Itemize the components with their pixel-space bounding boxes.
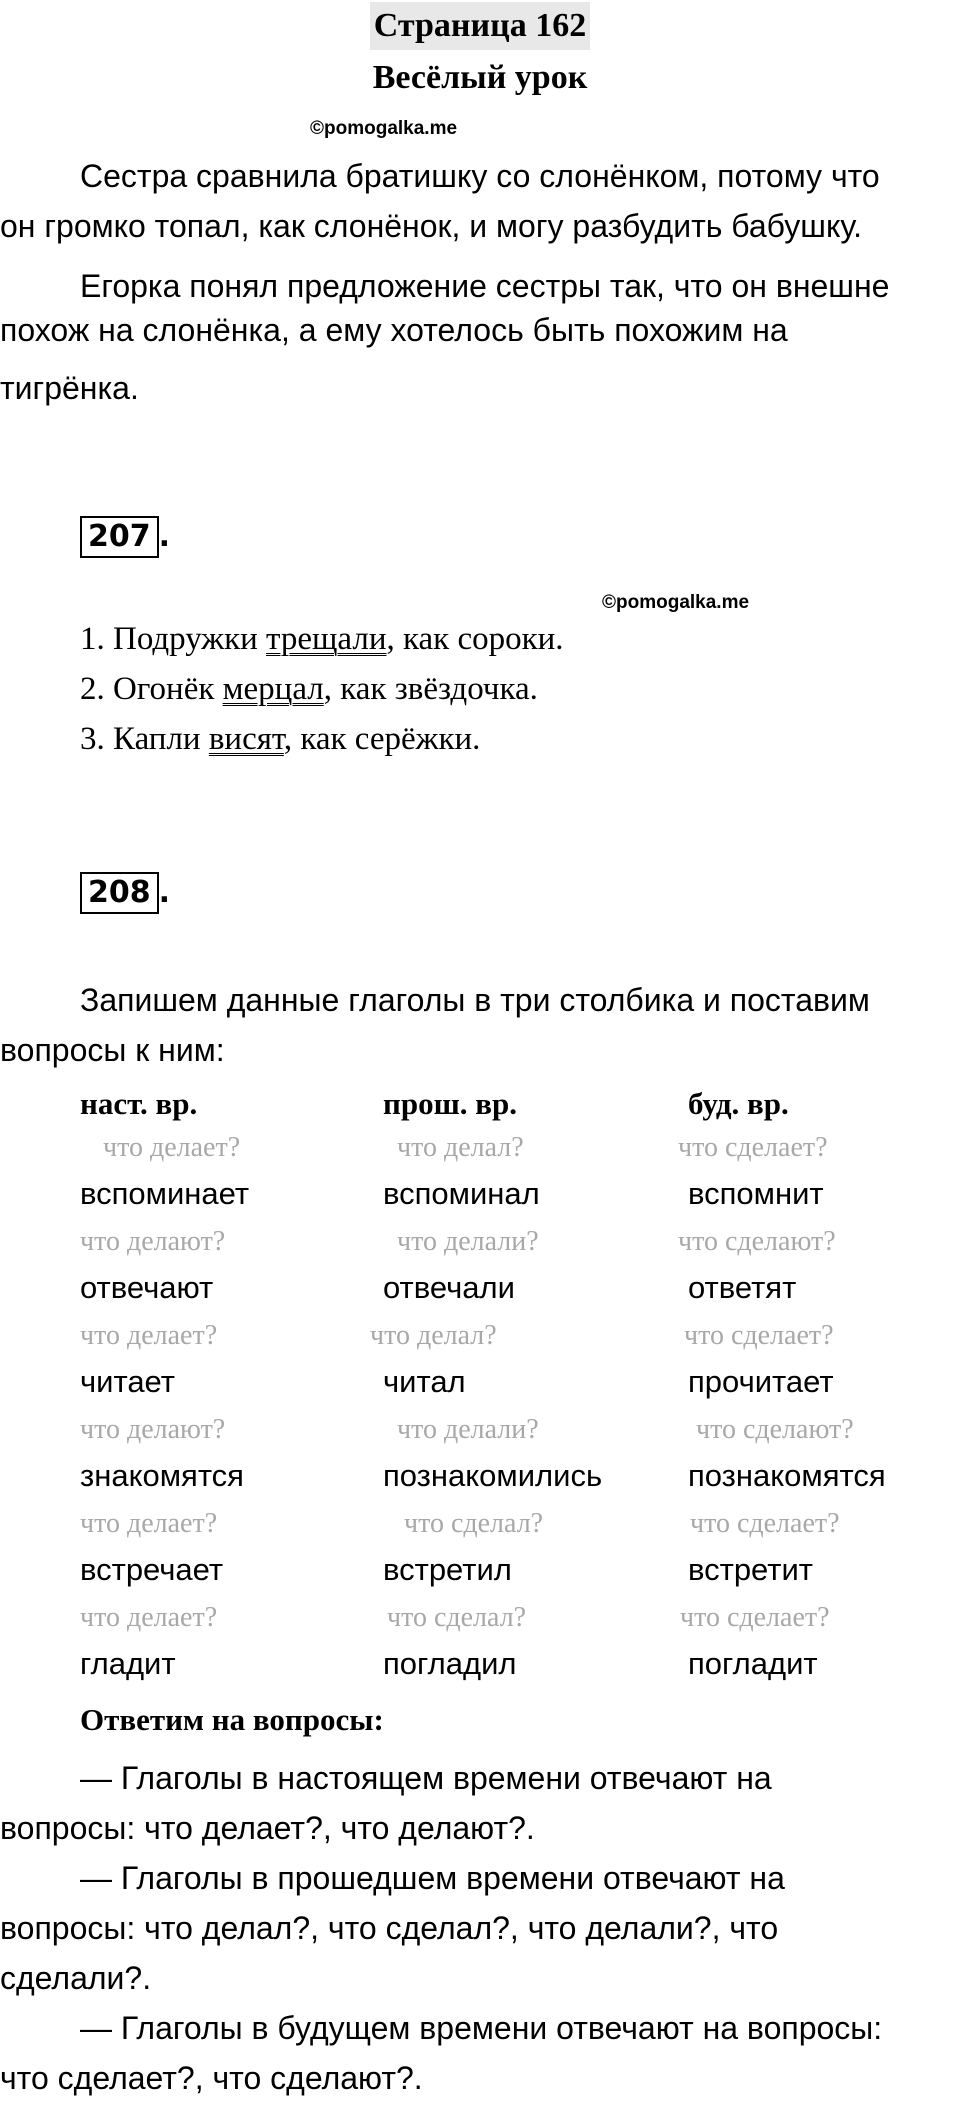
column-header-present: наст. вр. — [80, 1086, 198, 1121]
page-title: Страница 162 — [0, 2, 960, 50]
intro-line: он громко топал, как слонёнок, и могу разбудить бабушку. — [0, 208, 863, 244]
verb-future: ответят — [688, 1270, 797, 1305]
verb-future: вспомнит — [688, 1176, 824, 1211]
question-hint: что сделают? — [696, 1414, 854, 1445]
verb-present: знакомятся — [80, 1458, 244, 1493]
verb-future: погладит — [688, 1646, 818, 1681]
verb-present: встречает — [80, 1552, 224, 1587]
exercise-207-item-2: 2. Огонёк мерцал, как звёздочка. — [80, 671, 538, 707]
question-hint: что делали? — [397, 1226, 539, 1257]
question-hint: что делает? — [80, 1602, 218, 1633]
question-hint: что делает? — [80, 1508, 218, 1539]
answer-line: вопросы: что делает?, что делают?. — [0, 1810, 535, 1846]
exercise-207-item-3: 3. Капли висят, как серёжки. — [80, 721, 481, 757]
question-hint: что сделает? — [690, 1508, 840, 1539]
answer-line: — Глаголы в прошедшем времени отвечают на — [80, 1860, 785, 1896]
verb-future: познакомятся — [688, 1458, 886, 1493]
verb-present: гладит — [80, 1646, 176, 1681]
predicate-underlined: мерцал — [222, 671, 324, 707]
predicate-underlined: трещали — [266, 621, 387, 657]
question-hint: что делают? — [80, 1414, 226, 1445]
answer-line: что сделает?, что сделают?. — [0, 2060, 423, 2096]
exercise-208-intro: вопросы к ним: — [0, 1032, 225, 1068]
watermark: ©pomogalka.me — [602, 592, 750, 613]
page-subtitle: Весёлый урок — [372, 59, 588, 96]
question-hint: что сделают? — [678, 1226, 836, 1257]
answer-line: сделали?. — [0, 1960, 152, 1996]
verb-present: вспоминает — [80, 1176, 250, 1211]
question-hint: что делает? — [103, 1132, 241, 1163]
column-header-past: прош. вр. — [383, 1086, 518, 1121]
question-hint: что сделает? — [680, 1602, 830, 1633]
predicate-underlined: висят — [208, 721, 284, 757]
verb-past: читал — [383, 1364, 466, 1399]
verb-present: читает — [80, 1364, 175, 1399]
intro-line: тигрёнка. — [0, 370, 139, 406]
verb-past: вспоминал — [383, 1176, 540, 1211]
answer-line: — Глаголы в будущем времени отвечают на вопросы: — [80, 2010, 883, 2046]
verb-present: отвечают — [80, 1270, 214, 1305]
exercise-208-intro: Запишем данные глаголы в три столбика и поставим — [80, 982, 870, 1018]
verb-future: прочитает — [688, 1364, 834, 1399]
column-header-future: буд. вр. — [688, 1086, 789, 1121]
question-hint: что делает? — [80, 1320, 218, 1351]
question-hint: что делал? — [370, 1320, 497, 1351]
question-hint: что сделал? — [387, 1602, 527, 1633]
verb-past: встретил — [383, 1552, 512, 1587]
verb-past: погладил — [383, 1646, 517, 1681]
intro-line: Егорка понял предложение сестры так, что он внешне — [80, 268, 890, 304]
verb-past: отвечали — [383, 1270, 515, 1305]
exercise-207-item-1: 1. Подружки трещали, как сороки. — [80, 621, 564, 657]
watermark: ©pomogalka.me — [310, 118, 458, 139]
exercise-207-number: 207 . — [80, 516, 170, 558]
intro-line: похож на слонёнка, а ему хотелось быть похожим на — [0, 312, 788, 348]
intro-line: Сестра сравнила братишку со слонёнком, потому что — [80, 158, 880, 194]
question-hint: что сделал? — [404, 1508, 544, 1539]
question-hint: что сделает? — [684, 1320, 834, 1351]
question-hint: что делают? — [80, 1226, 226, 1257]
verb-future: встретит — [688, 1552, 813, 1587]
question-hint: что делал? — [397, 1132, 524, 1163]
answer-line: — Глаголы в настоящем времени отвечают на — [80, 1760, 772, 1796]
question-hint: что сделает? — [678, 1132, 828, 1163]
exercise-208-number: 208 . — [80, 872, 170, 914]
verb-past: познакомились — [383, 1458, 603, 1493]
question-hint: что делали? — [397, 1414, 539, 1445]
answer-line: вопросы: что делал?, что сделал?, что делали?, что — [0, 1910, 779, 1946]
answers-heading: Ответим на вопросы: — [80, 1702, 384, 1737]
